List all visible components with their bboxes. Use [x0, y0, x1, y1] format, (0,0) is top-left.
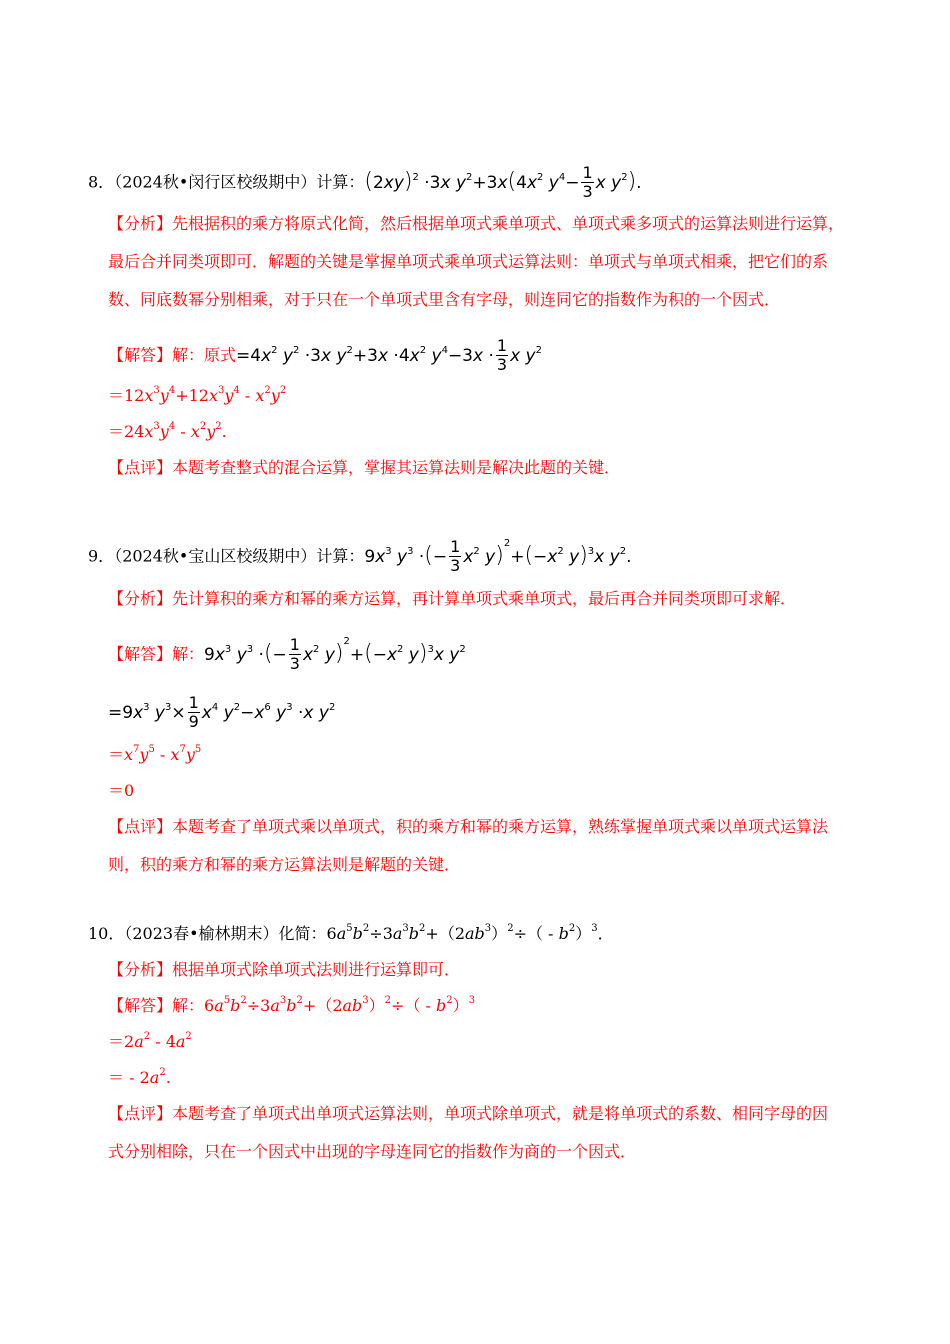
- problem-9-answer: [108, 636, 466, 673]
- comment-text: 本题考查了单项式乘以单项式，积的乘方和幂的乘方运算，熟练掌握单项式乘以单项式运算法: [172, 817, 829, 836]
- problem-number: 10．: [88, 924, 125, 943]
- answer-10-step2: ＝ - $2a^2$.: [108, 1067, 171, 1087]
- comment-text: 本题考查整式的混合运算，掌握其运算法则是解决此题的关键．: [172, 458, 621, 477]
- analysis-tag: 【分析】: [108, 214, 173, 233]
- answer-8-step1: $=4x^2$ $y^2 \cdot 3x$ $y^2+3x \cdot 4x^2$ $y^4-3x$ · $\frac{1}{3}$ x $y^2$: [236, 336, 542, 374]
- problem-8-expression: $(2xy)^2 \cdot 3x$ $y^2+3x(4x^2$ $y^4-$ $\frac{1}{3}$ x $y^2$).: [364, 163, 642, 201]
- problem-10-answer: [108, 996, 475, 1016]
- answer-9-step2: $=x^7y^5 - x^7y^5$: [108, 744, 202, 764]
- problem-8-analysis-line2: 最后合并同类项即可．解题的关键是掌握单项式乘单项式运算法则：单项式与单项式相乘，把它们的系: [108, 252, 829, 271]
- answer-tag: 【解答】: [108, 345, 173, 365]
- problem-number: 9．: [88, 546, 115, 566]
- analysis-tag: 【分析】: [108, 960, 173, 979]
- problem-10-expression: $6a^5b^2\div 3a^3b^2+(2ab^3)^2\div( - b^2)^3$．: [326, 923, 614, 943]
- problem-9-comment-line2: 则，积的乘方和幂的乘方运算法则是解题的关键．: [108, 855, 461, 874]
- answer-tag: 【解答】: [108, 996, 173, 1015]
- problem-9-analysis: [108, 589, 796, 609]
- answer-lead: 解：: [172, 996, 205, 1015]
- answer-10-step0: $6a^5b^2\div 3a^3b^2+(2ab^3)^2\div( - b^2)^3$: [204, 995, 476, 1015]
- problem-9-expression: $9x^3$ $y^3$ ·(− $\frac{1}{3}$ $x^2$ $y)^2+(-x^2$ y)$^3$x $y^2$.: [364, 537, 632, 575]
- answer-10-step1: $=2a^2 - 4a^2$: [108, 1031, 192, 1051]
- problem-8-comment: [108, 458, 620, 478]
- answer-lead: 解：原式: [172, 345, 237, 365]
- answer-9-step3: ＝0: [108, 781, 135, 800]
- comment-tag: 【点评】: [108, 1104, 173, 1123]
- problem-10-comment: [108, 1104, 828, 1124]
- analysis-text: 先计算积的乘方和幂的乘方运算，再计算单项式乘单项式，最后再合并同类项即可求解．: [172, 589, 797, 608]
- answer-tag: 【解答】: [108, 644, 173, 664]
- problem-8-analysis: [108, 214, 844, 234]
- answer-8-step3: $=24x^3y^4 - x^2y^2$.: [108, 421, 227, 441]
- problem-8-answer: [108, 337, 542, 374]
- answer-8-step2: $=12x^3y^4+12x^3y^4 - x^2y^2$: [108, 385, 287, 405]
- analysis-text: 根据单项式除单项式法则进行运算即可．: [172, 960, 461, 979]
- answer-9-step0: $9x^3$ $y^3$ ·(− $\frac{1}{3}$ $x^2$ $y)^2+(-x^2$ y)$^3$x $y^2$: [204, 635, 466, 673]
- comment-text: 本题考查了单项式出单项式运算法则，单项式除单项式，就是将单项式的系数、相同字母的因: [172, 1104, 829, 1123]
- problem-number: 8．: [88, 172, 115, 192]
- problem-9-stem: [88, 538, 631, 575]
- comment-tag: 【点评】: [108, 817, 173, 836]
- analysis-text: 先根据积的乘方将原式化简，然后根据单项式乘单项式、单项式乘多项式的运算法则进行运算，: [172, 214, 845, 233]
- problem-8-analysis-line3: 数、同底数幂分别相乘，对于只在一个单项式里含有字母，则连同它的指数作为积的一个因式．: [108, 290, 781, 309]
- problem-source: （2024秋•闵行区校级期中）计算：: [114, 172, 365, 192]
- problem-9-comment: [108, 817, 828, 837]
- problem-source: （2024秋•宝山区校级期中）计算：: [114, 546, 365, 566]
- problem-10-stem: [88, 924, 614, 944]
- problem-10-analysis: [108, 960, 460, 980]
- problem-10-comment-line2: 式分别相除，只在一个因式中出现的字母连同它的指数作为商的一个因式．: [108, 1142, 637, 1161]
- problem-8-stem: [88, 164, 642, 201]
- problem-source: （2023春•榆林期末）化简：: [124, 924, 327, 943]
- analysis-tag: 【分析】: [108, 589, 173, 608]
- answer-9-step1: $=9x^3$ $y^3\times$ $\frac{1}{9}$ $x^4$ $y^2-x^6$ $y^3 \cdot x$ $y^2$: [108, 693, 336, 731]
- answer-lead: 解：: [172, 644, 205, 664]
- comment-tag: 【点评】: [108, 458, 173, 477]
